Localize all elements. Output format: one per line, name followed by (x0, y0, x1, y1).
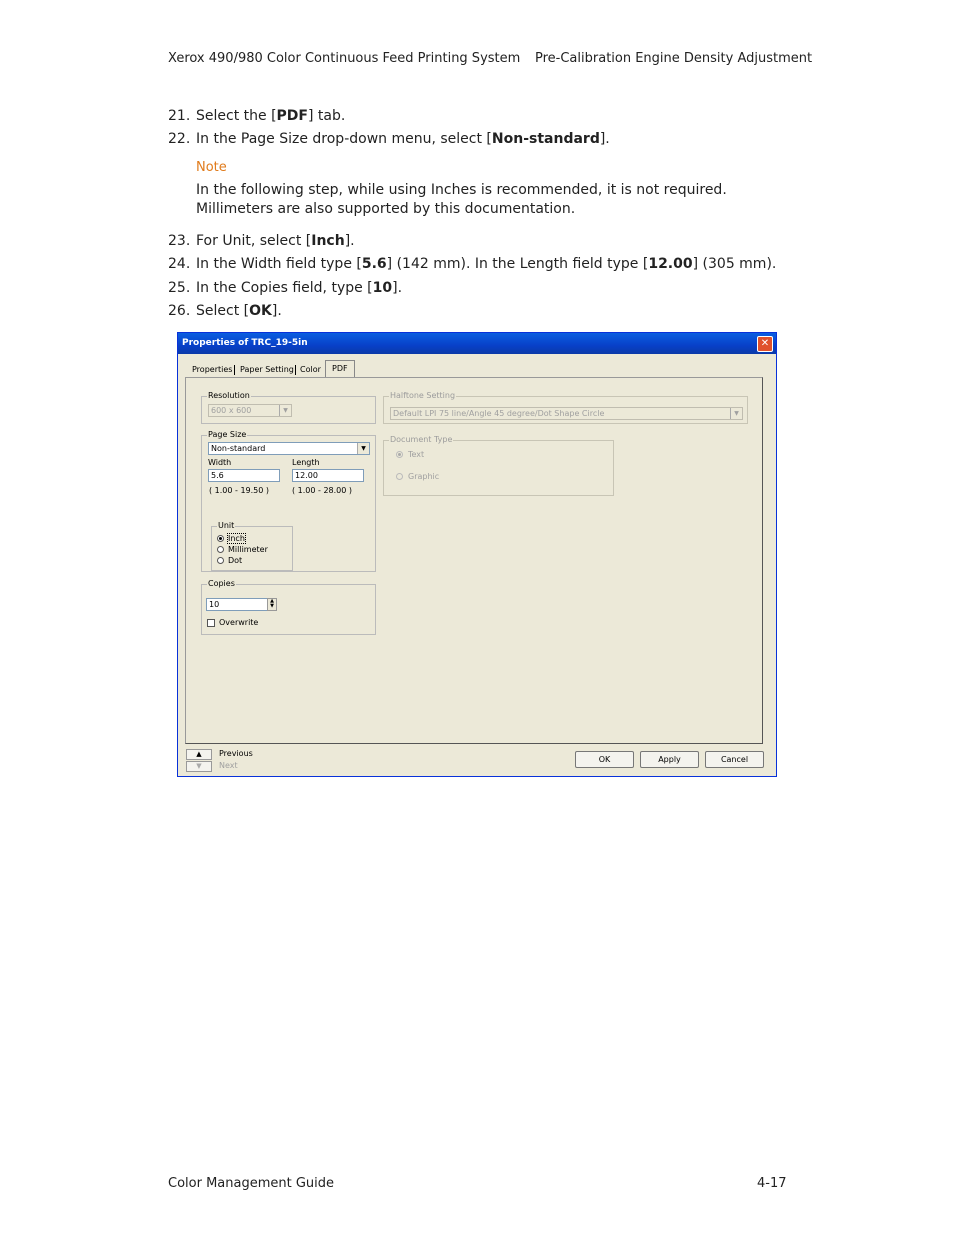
page-size-select[interactable]: Non-standard ▼ (208, 442, 370, 455)
unit-dot-radio[interactable] (217, 557, 224, 564)
resolution-select[interactable]: 600 x 600 ▼ (208, 404, 292, 417)
width-label: Width (208, 458, 232, 467)
copies-stepper[interactable]: ▲ ▼ (267, 598, 277, 611)
doc-text-radio[interactable] (396, 451, 403, 458)
length-label: Length (292, 458, 320, 467)
tab-panel (185, 377, 763, 744)
step-24: 24. In the Width field type [5.6] (142 mm). In the Length field type [12.00] (305 mm). (168, 256, 777, 272)
resolution-group (201, 391, 376, 424)
length-range: ( 1.00 - 28.00 ) (292, 486, 353, 495)
page-size-group (201, 430, 376, 572)
document-type-group (383, 435, 614, 496)
copies-group (201, 579, 376, 635)
unit-dot-label: Dot (228, 556, 243, 565)
step-26: 26. Select [OK]. (168, 303, 282, 319)
copies-input[interactable]: 10 (206, 598, 268, 611)
doc-text-label: Text (408, 450, 425, 459)
step-23: 23. For Unit, select [Inch]. (168, 233, 355, 249)
width-range: ( 1.00 - 19.50 ) (209, 486, 270, 495)
header-left: Xerox 490/980 Color Continuous Feed Printing System (168, 51, 521, 66)
doc-graphic-label: Graphic (408, 472, 440, 481)
properties-dialog (177, 332, 777, 777)
chevron-down-icon: ▼ (730, 408, 742, 419)
close-icon[interactable]: ✕ (757, 336, 773, 352)
apply-button[interactable]: Apply (640, 751, 699, 768)
tab-pdf[interactable]: PDF (325, 360, 355, 378)
step-22: 22. In the Page Size drop-down menu, select [Non-standard]. (168, 131, 610, 147)
dialog-titlebar (178, 333, 776, 354)
footer-left: Color Management Guide (168, 1176, 335, 1191)
tab-separator (295, 365, 296, 375)
halftone-label: Halftone Setting (390, 391, 456, 400)
previous-button[interactable]: ▲ (186, 749, 212, 760)
tab-paper-setting[interactable]: Paper Setting (240, 365, 294, 374)
resolution-label: Resolution (208, 391, 250, 400)
note-text: In the following step, while using Inches is recommended, it is not required. Millimeters are also supported by this documentation. (196, 182, 727, 217)
previous-label: Previous (219, 749, 253, 758)
next-button[interactable]: ▼ (186, 761, 212, 772)
next-label: Next (219, 761, 238, 770)
length-input[interactable]: 12.00 (292, 469, 364, 482)
header-right: Pre-Calibration Engine Density Adjustment (535, 51, 813, 66)
chevron-down-icon: ▼ (279, 405, 291, 416)
overwrite-label: Overwrite (219, 618, 259, 627)
dialog-title: Properties of TRC_19-5in (182, 338, 308, 348)
halftone-select[interactable]: Default LPI 75 line/Angle 45 degree/Dot Shape Circle ▼ (390, 407, 743, 420)
doc-graphic-radio[interactable] (396, 473, 403, 480)
unit-label: Unit (218, 521, 235, 530)
copies-label: Copies (208, 579, 235, 588)
page-number: 4-17 (757, 1176, 787, 1191)
unit-group (211, 521, 293, 571)
tab-color[interactable]: Color (300, 365, 321, 374)
tab-separator (234, 365, 235, 375)
overwrite-checkbox[interactable] (207, 619, 215, 627)
page-size-label: Page Size (208, 430, 247, 439)
unit-inch-label: Inch (228, 534, 245, 543)
tab-properties[interactable]: Properties (192, 365, 233, 374)
ok-button[interactable]: OK (575, 751, 634, 768)
document-type-label: Document Type (390, 435, 453, 444)
halftone-group (383, 391, 748, 424)
unit-inch-radio[interactable] (217, 535, 224, 542)
unit-millimeter-radio[interactable] (217, 546, 224, 553)
step-21: 21. Select the [PDF] tab. (168, 108, 346, 124)
cancel-button[interactable]: Cancel (705, 751, 764, 768)
step-25: 25. In the Copies field, type [10]. (168, 280, 403, 296)
note-label: Note (196, 160, 227, 175)
chevron-down-icon: ▼ (357, 443, 369, 454)
unit-millimeter-label: Millimeter (228, 545, 268, 554)
width-input[interactable]: 5.6 (208, 469, 280, 482)
